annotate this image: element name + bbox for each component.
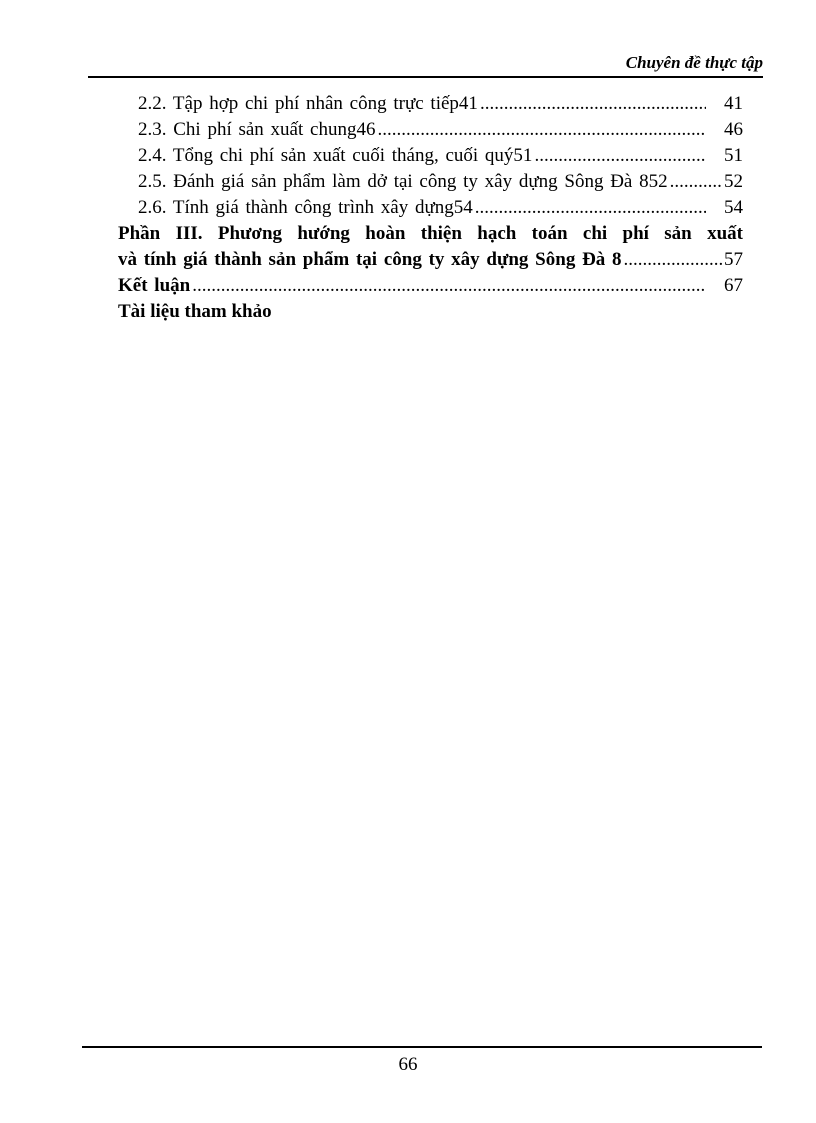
toc-entry-page: 41 [724,93,743,114]
header-rule [88,76,763,77]
toc-part3-title[interactable] [118,221,743,247]
toc-entry-title: 2.6. Tính giá thành công trình xây dựng54 [138,197,473,218]
toc-conclusion-title: Kết luận [118,275,191,296]
toc-entry[interactable] [138,195,743,221]
toc-part3-line1: Phần III. Phương hướng hoàn thiện hạch toán chi phí sản xuất [118,223,743,244]
toc-entry-page: 46 [724,119,743,140]
toc-entry[interactable] [138,91,743,117]
header-title: Chuyên đề thực tập [625,53,763,72]
footer-rule [82,1046,762,1047]
toc-leader-dots [480,91,706,117]
toc-entry-conclusion[interactable] [118,273,743,299]
toc-entry-page: 52 [724,171,743,192]
page-number: 66 [398,1054,418,1075]
toc-entry-part3[interactable] [118,247,743,273]
toc-references-title: Tài liệu tham khảo [118,301,272,322]
page-header [88,52,763,78]
toc-entry-references[interactable] [118,299,272,325]
toc-entry[interactable] [138,143,743,169]
toc-entry[interactable] [138,169,743,195]
toc-entry-page: 54 [724,197,743,218]
toc-entry-title: 2.4. Tổng chi phí sản xuất cuối tháng, cuối quý51 [138,145,533,166]
toc-leader-dots [192,273,706,299]
toc-entry-page: 67 [724,275,743,296]
toc-entry-title: 2.5. Đánh giá sản phẩm làm dở tại công ty xây dựng Sông Đà 852 [138,171,668,192]
toc-entry-page: 57 [724,249,743,270]
toc-leader-dots [534,143,706,169]
toc-leader-dots [670,169,722,195]
toc-leader-dots [475,195,706,221]
toc-part3-line2: và tính giá thành sản phẩm tại công ty xây dựng Sông Đà 8 [118,249,622,270]
toc-entry[interactable] [138,117,743,143]
toc-entry-title: 2.2. Tập hợp chi phí nhân công trực tiếp41 [138,93,478,114]
toc-entry-page: 51 [724,145,743,166]
toc-leader-dots [624,247,722,273]
toc-leader-dots [377,117,706,143]
toc-entry-title: 2.3. Chi phí sản xuất chung46 [138,119,376,140]
